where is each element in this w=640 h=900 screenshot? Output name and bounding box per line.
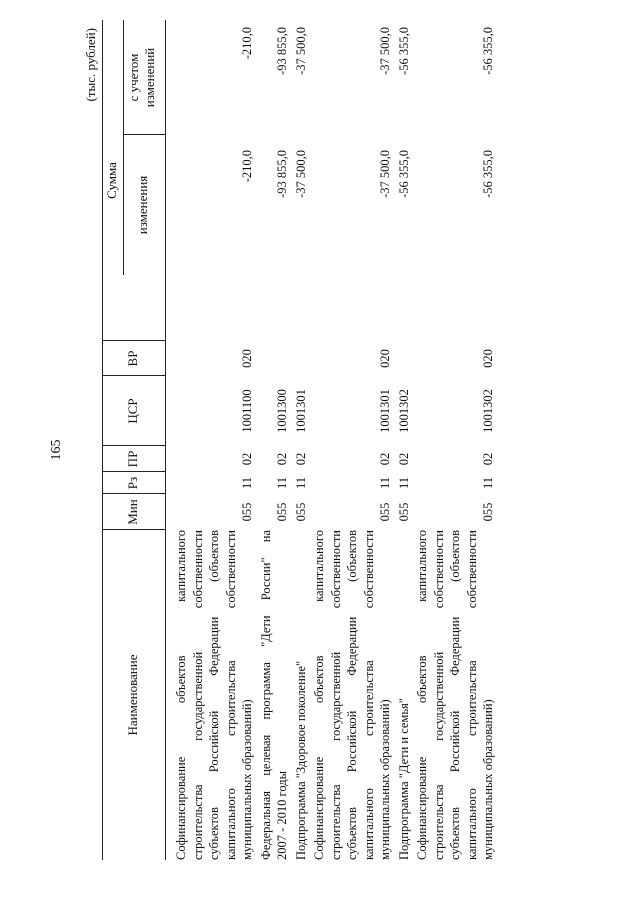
row-change: -210,0 (240, 150, 254, 183)
table-row (414, 20, 497, 860)
header-csr: ЦСР (125, 398, 140, 424)
row-name (293, 530, 310, 860)
row-rz: 11 (396, 476, 411, 490)
table-row (396, 20, 413, 860)
header-bottom-border (165, 20, 166, 860)
row-name (311, 530, 394, 860)
row-rz: 11 (481, 476, 495, 490)
row-name-line: Софинансирование объектов капитального (312, 530, 326, 860)
unit-note: (тыс. рублей) (83, 28, 98, 102)
row-name-line: строительства государственной собственности (431, 530, 446, 860)
header-top-border (102, 20, 103, 860)
row-name-line: Софинансирование объектов капитального (415, 530, 429, 860)
row-name-line: муниципальных образований) (481, 699, 495, 860)
row-name-line: муниципальных образований) (378, 699, 392, 860)
row-name-line: капитального строительства собственности (223, 530, 238, 860)
row-total: -56 355,0 (396, 27, 411, 75)
row-name-line: строительства государственной собственности (190, 530, 205, 860)
row-vr: 020 (481, 349, 495, 368)
header-pr: ПР (125, 450, 140, 468)
row-change: -37 500,0 (378, 150, 392, 198)
row-min: 055 (481, 502, 495, 522)
row-rz: 11 (378, 476, 392, 490)
row-csr: 1001301 (378, 389, 392, 433)
row-total: -210,0 (240, 27, 254, 60)
row-pr: 02 (293, 452, 308, 466)
row-name-line: субъектов Российской Федерации (объектов (207, 530, 221, 860)
row-pr: 02 (481, 452, 495, 466)
row-total: -56 355,0 (481, 27, 495, 75)
row-min: 055 (293, 502, 308, 522)
row-rz: 11 (275, 476, 289, 490)
table-row (293, 20, 310, 860)
row-change: -56 355,0 (396, 150, 411, 198)
header-sum: Сумма (104, 162, 119, 199)
row-min: 055 (378, 502, 392, 522)
row-name-line: строительства государственной собственности (328, 530, 343, 860)
row-pr: 02 (378, 452, 392, 466)
row-csr: 1001301 (293, 389, 308, 433)
row-name-line: Подпрограмма "Здоровое поколение" (293, 660, 308, 860)
header-vr: ВР (125, 350, 140, 367)
row-name-line: 2007 - 2010 годы (275, 770, 289, 860)
header-rz: Рз (125, 476, 140, 490)
table-row (311, 20, 394, 860)
row-total: -37 500,0 (378, 27, 392, 75)
row-name-line: капитального строительства собственности (361, 530, 376, 860)
row-name (396, 530, 413, 860)
row-total: -37 500,0 (293, 27, 308, 75)
row-csr: 1001300 (275, 389, 289, 433)
header-name: Наименование (125, 654, 140, 736)
row-csr: 1001302 (481, 389, 495, 433)
row-name-line: Федеральная целевая программа "Дети России" на (258, 530, 273, 860)
row-change: -93 855,0 (275, 150, 289, 198)
row-name (414, 530, 497, 860)
row-csr: 1001302 (396, 389, 411, 433)
header-change: изменения (135, 175, 150, 235)
table-row (258, 20, 291, 860)
row-change: -56 355,0 (481, 150, 495, 198)
row-name (173, 530, 256, 860)
row-change: -37 500,0 (293, 150, 308, 198)
row-vr: 020 (240, 349, 254, 368)
row-name-line: Софинансирование объектов капитального (174, 530, 188, 860)
row-name-line: субъектов Российской Федерации (объектов (448, 530, 462, 860)
row-rz: 11 (293, 476, 308, 490)
page-number: 165 (49, 439, 64, 461)
row-total: -93 855,0 (275, 27, 289, 75)
header-min: Мин (125, 499, 140, 525)
budget-table-sheet (83, 20, 537, 860)
row-pr: 02 (275, 452, 289, 466)
row-name-line: муниципальных образований) (240, 699, 254, 860)
row-min: 055 (396, 502, 411, 522)
row-min: 055 (275, 502, 289, 522)
row-vr: 020 (378, 349, 392, 368)
row-name-line: капитального строительства собственности (464, 530, 479, 860)
row-name-line: субъектов Российской Федерации (объектов (345, 530, 359, 860)
row-csr: 1001100 (240, 389, 254, 433)
row-min: 055 (240, 502, 254, 522)
row-pr: 02 (240, 452, 254, 466)
header-with-changes: с учетом изменений (126, 47, 157, 108)
row-name-line: Подпрограмма "Дети и семья" (396, 698, 411, 860)
row-pr: 02 (396, 452, 411, 466)
sum-divider (123, 20, 124, 275)
row-rz: 11 (240, 476, 254, 490)
table-row (173, 20, 256, 860)
row-name (258, 530, 291, 860)
